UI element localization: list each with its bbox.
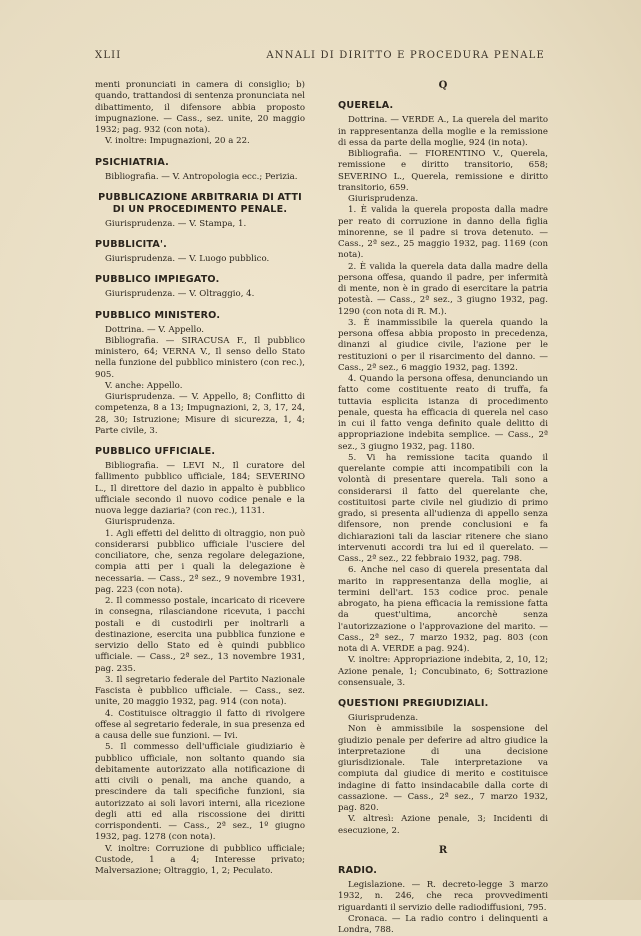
index-entry: Bibliografia. — LEVI N., Il curatore del fallimento pubblico ufficiale, 184; SEVERINO L., Il direttore del dazio in appalto è pubblico ufficiale secondo il nuovo codice penale e la nuova legge daziaria? (con rec.), 1131. — [95, 461, 305, 516]
section-heading: PSICHIATRIA. — [95, 156, 169, 168]
section-heading: PUBBLICAZIONE ARBITRARIA DI ATTI DI UN PROCEDIMENTO PENALE. — [98, 191, 302, 215]
index-entry: Non è ammissibile la sospensione del giudizio penale per deferire ad altro giudice la interpretazione di una decisione giurisdizionale. Tale interpretazione va compiuta dal giudice di merito e costituisce indagine di fatto insindacabile dalla corte di cassazione. — Cass., 2ª sez., 7 marzo 1932, pag. 820. — [338, 724, 548, 813]
index-entry: 3. Il segretario federale del Partito Nazionale Fascista è pubblico ufficiale. — Cass., sez. unite, 20 maggio 1932, pag. 914 (con nota). — [95, 674, 305, 708]
index-entry: 5. Vi ha remissione tacita quando il querelante compie atti incompatibili con la volontà di presentare querela. Tali sono a considerarsi il fatto del querelante che, costituitosi parte civile nel giudizio di primo grado, si presenta all'udienza di appello senza difensore, non prende conclusioni e fa dichiarazioni tali da lasciar ritenere che siano intervenuti accordi tra lui ed il querelato. — Cass., 2ª sez., 22 febbraio 1932, pag. 798. — [338, 452, 548, 564]
index-entry: Giurisprudenza. — V. Appello, 8; Conflitto di competenza, 8 a 13; Impugnazioni, 2, 3, 17, 24, 28, 30; Istruzione; Misure di sicurezza, 1, 4; Parte civile, 3. — [95, 392, 305, 436]
section-letter: Q — [438, 80, 448, 91]
index-entry: V. altresì: Azione penale, 3; Incidenti di esecuzione, 2. — [338, 814, 548, 836]
index-entry: 2. Il commesso postale, incaricato di ricevere in consegna, rilasciandone ricevuta, i pacchi postali e di custodirli per inoltrarli a destinazione, esercita una pubblica funzione e servizio dello Stato ed è quindi pubblico ufficiale. — Cass., 2ª sez., 13 novembre 1931, pag. 235. — [95, 596, 305, 674]
index-entry: 1. Agli effetti del delitto di oltraggio, non può considerarsi pubblico ufficiale l'usciere del conciliatore, che, senza regolare delegazione, compia atti per i quali la delegazione è necessaria. — Cass., 2ª sez., 9 novembre 1931, pag. 223 (con nota). — [95, 528, 305, 595]
section-heading: RADIO. — [338, 865, 378, 876]
page-number: XLII — [95, 50, 122, 61]
index-entry: Giurisprudenza. — [348, 713, 419, 723]
index-entry: 4. Quando la persona offesa, denunciando un fatto come costituente reato di truffa, fa tuttavia esplicita istanza di procedimento penale, questa ha efficacia di querela nel caso in cui il fatto venga definito quale delitto di appropriazione indebita semplice. — Cass., 2ª sez., 3 giugno 1932, pag. 1180. — [338, 374, 548, 452]
index-entry: Cronaca. — La radio contro i delinquenti a Londra, 788. — [338, 913, 548, 935]
right-column — [338, 80, 548, 936]
index-entry: Dottrina. — VERDE A., La querela del marito in rappresentanza della moglie e la remissione di essa da parte della moglie, 924 (in nota). — [338, 115, 548, 148]
section-heading: PUBBLICO MINISTERO. — [95, 309, 221, 321]
index-entry: V. inoltre: Corruzione di pubblico ufficiale; Custode, 1 a 4; Interesse privato; Malversazione; Oltraggio, 1, 2; Peculato. — [95, 843, 305, 876]
index-entry: Dottrina. — V. Appello. — [105, 324, 204, 335]
index-entry: menti pronunciati in camera di consiglio; b) quando, trattandosi di sentenza pronunciata nel dibattimento, il difensore abbia proposto impugnazione. — Cass., sez. unite, 20 maggio 1932; pag. 932 (con nota). — [95, 80, 305, 135]
index-entry: V. inoltre: Impugnazioni, 20 a 22. — [105, 136, 250, 147]
index-entry: Legislazione. — R. decreto-legge 3 marzo 1932, n. 246, che reca provvedimenti riguardanti il servizio delle radiodiffusioni, 795. — [338, 880, 548, 913]
index-entry: 5. Il commesso dell'ufficiale giudiziario è pubblico ufficiale, non soltanto quando sia debitamente autorizzato alla notificazione di atti civili o penali, ma anche quando, a prescindere da tali specifiche funzioni, sia autorizzato ai soli lavori interni, alla ricezione degli atti ed alla riscossione dei diritti corrispondenti. — Cass., 2ª sez., 1º giugno 1932, pag. 1278 (con nota). — [95, 742, 305, 843]
left-column — [95, 80, 305, 877]
index-entry: Giurisprudenza. — V. Luogo pubblico. — [105, 254, 270, 264]
index-entry: 4. Costituisce oltraggio il fatto di rivolgere offese al segretario federale, in sua presenza ed a causa delle sue funzioni. — Ivi. — [95, 708, 305, 741]
section-heading: QUERELA. — [338, 100, 394, 112]
index-entry: V. anche: Appello. — [105, 380, 183, 391]
index-entry: 2. È valida la querela data dalla madre della persona offesa, quando il padre, per infermità di mente, non è in grado di esercitare la patria potestà. — Cass., 2ª sez., 3 giugno 1932, pag. 1290 (con nota di R. M.). — [338, 261, 548, 317]
index-entry: 3. È inammissibile la querela quando la persona offesa abbia proposto in precedenza, dinanzi al giudice civile, l'azione per le restituzioni o per il risarcimento del danno. — Cass., 2ª sez., 6 maggio 1932, pag. 1392. — [338, 317, 548, 373]
index-entry: V. inoltre: Appropriazione indebita, 2, 10, 12; Azione penale, 1; Concubinato, 6; Sottrazione consensuale, 3. — [338, 655, 548, 688]
section-heading: PUBBLICO UFFICIALE. — [95, 446, 216, 457]
index-entry: Giurisprudenza. — V. Stampa, 1. — [105, 218, 247, 229]
index-entry: Bibliografia. — FIORENTINO V., Querela, remissione e diritto transitorio, 658; SEVERINO L., Querela, remissione e diritto transitorio, 659. — [338, 149, 548, 193]
running-header — [95, 50, 545, 61]
section-heading: PUBBLICITA'. — [95, 239, 167, 250]
index-entry: Bibliografia. — V. Antropologia ecc.; Perizia. — [105, 171, 298, 182]
index-entry: Bibliografia. — SIRACUSA F., Il pubblico ministero, 64; VERNA V., Il senso dello Stato nella funzione del pubblico ministero (con rec.), 905. — [95, 335, 305, 380]
index-entry: 6. Anche nel caso di querela presentata dal marito in rappresentanza della moglie, ai termini dell'art. 153 codice proc. penale abrogato, ha piena efficacia la remissione fatta da quest'ultima, ancorchè senza l'autorizzazione o l'approvazione del marito. — Cass., 2ª sez., 7 marzo 1932, pag. 803 (con nota di A. VERDE a pag. 924). — [338, 565, 548, 654]
journal-title: ANNALI DI DIRITTO E PROCEDURA PENALE — [266, 50, 545, 61]
index-entry: Giurisprudenza. — [105, 517, 176, 528]
section-heading: PUBBLICO IMPIEGATO. — [95, 274, 220, 286]
section-heading: QUESTIONI PREGIUDIZIALI. — [338, 698, 489, 709]
section-letter: R — [438, 844, 448, 856]
index-entry: Giurisprudenza. — [348, 194, 419, 204]
index-entry: 1. È valida la querela proposta dalla madre per reato di corruzione in danno della figlia minorenne, se il padre si trova detenuto. — Cass., 2ª sez., 25 maggio 1932, pag. 1169 (con nota). — [338, 205, 548, 261]
index-entry: Giurisprudenza. — V. Oltraggio, 4. — [105, 289, 255, 300]
